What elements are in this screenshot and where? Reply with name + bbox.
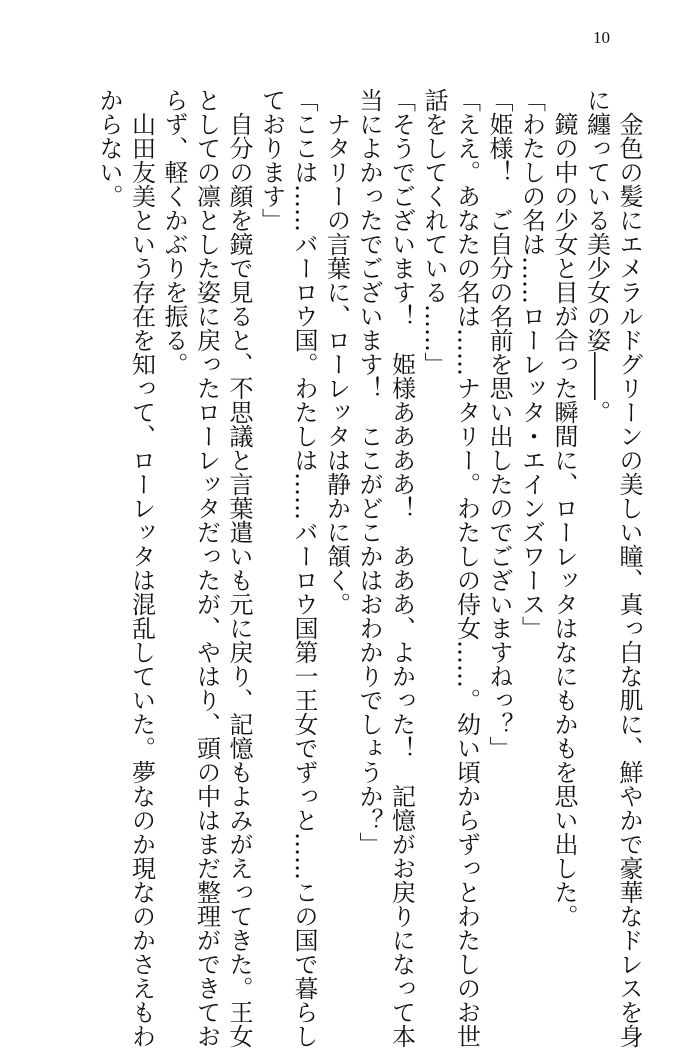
text-line: としての凛とした姿に戻ったローレッタだったが、やはり、頭の中はまだ整理ができてお bbox=[192, 88, 221, 1048]
text-line: 自分の顔を鏡で見ると、不思議と言葉遣いも元に戻り、記憶もよみがえってきた。王女 bbox=[225, 88, 253, 1048]
text-line: 「ここは……バーロウ国。わたしは……バーロウ国第一王女でずっと……この国で暮らし bbox=[290, 88, 318, 1048]
text-line: 当によかったでございます！ ここがどこかはおわかりでしょうか？」 bbox=[355, 88, 383, 856]
text-line: 鏡の中の少女と目が合った瞬間に、ローレッタはなにもかもを思い出した。 bbox=[550, 88, 578, 928]
text-line: 「わたしの名は……ローレッタ・エインズワース」 bbox=[517, 88, 546, 640]
text-line: 話をしてくれている……」 bbox=[420, 88, 448, 376]
text-line: らず、軽くかぶりを振る。 bbox=[160, 88, 188, 376]
text-line: 「姫様！ ご自分の名前を思い出したのでございますねっ？」 bbox=[485, 88, 513, 760]
text-line: 山田友美という存在を知って、ローレッタは混乱していた。夢なのか現なのかさえもわ bbox=[127, 88, 156, 1048]
text-line: ナタリーの言葉に、ローレッタは静かに頷く。 bbox=[322, 88, 351, 616]
text-line: 金色の髪にエメラルドグリーンの美しい瞳、真っ白な肌に、鮮やかで豪華なドレスを身 bbox=[615, 88, 643, 1048]
text-line: 「ええ。あなたの名は……ナタリー。わたしの侍女……。幼い頃からずっとわたしのお世 bbox=[452, 88, 481, 1048]
page-number: 10 bbox=[593, 28, 610, 47]
body-text bbox=[93, 88, 646, 1048]
text-line: からない。 bbox=[95, 88, 123, 208]
text-line: ております」 bbox=[257, 88, 286, 232]
text-line: 「そうでございます！ 姫様ああああ！ あああ、よかった！ 記憶がお戻りになって本 bbox=[387, 88, 416, 1048]
text-line: に纏っている美少女の姿――。 bbox=[582, 88, 611, 424]
